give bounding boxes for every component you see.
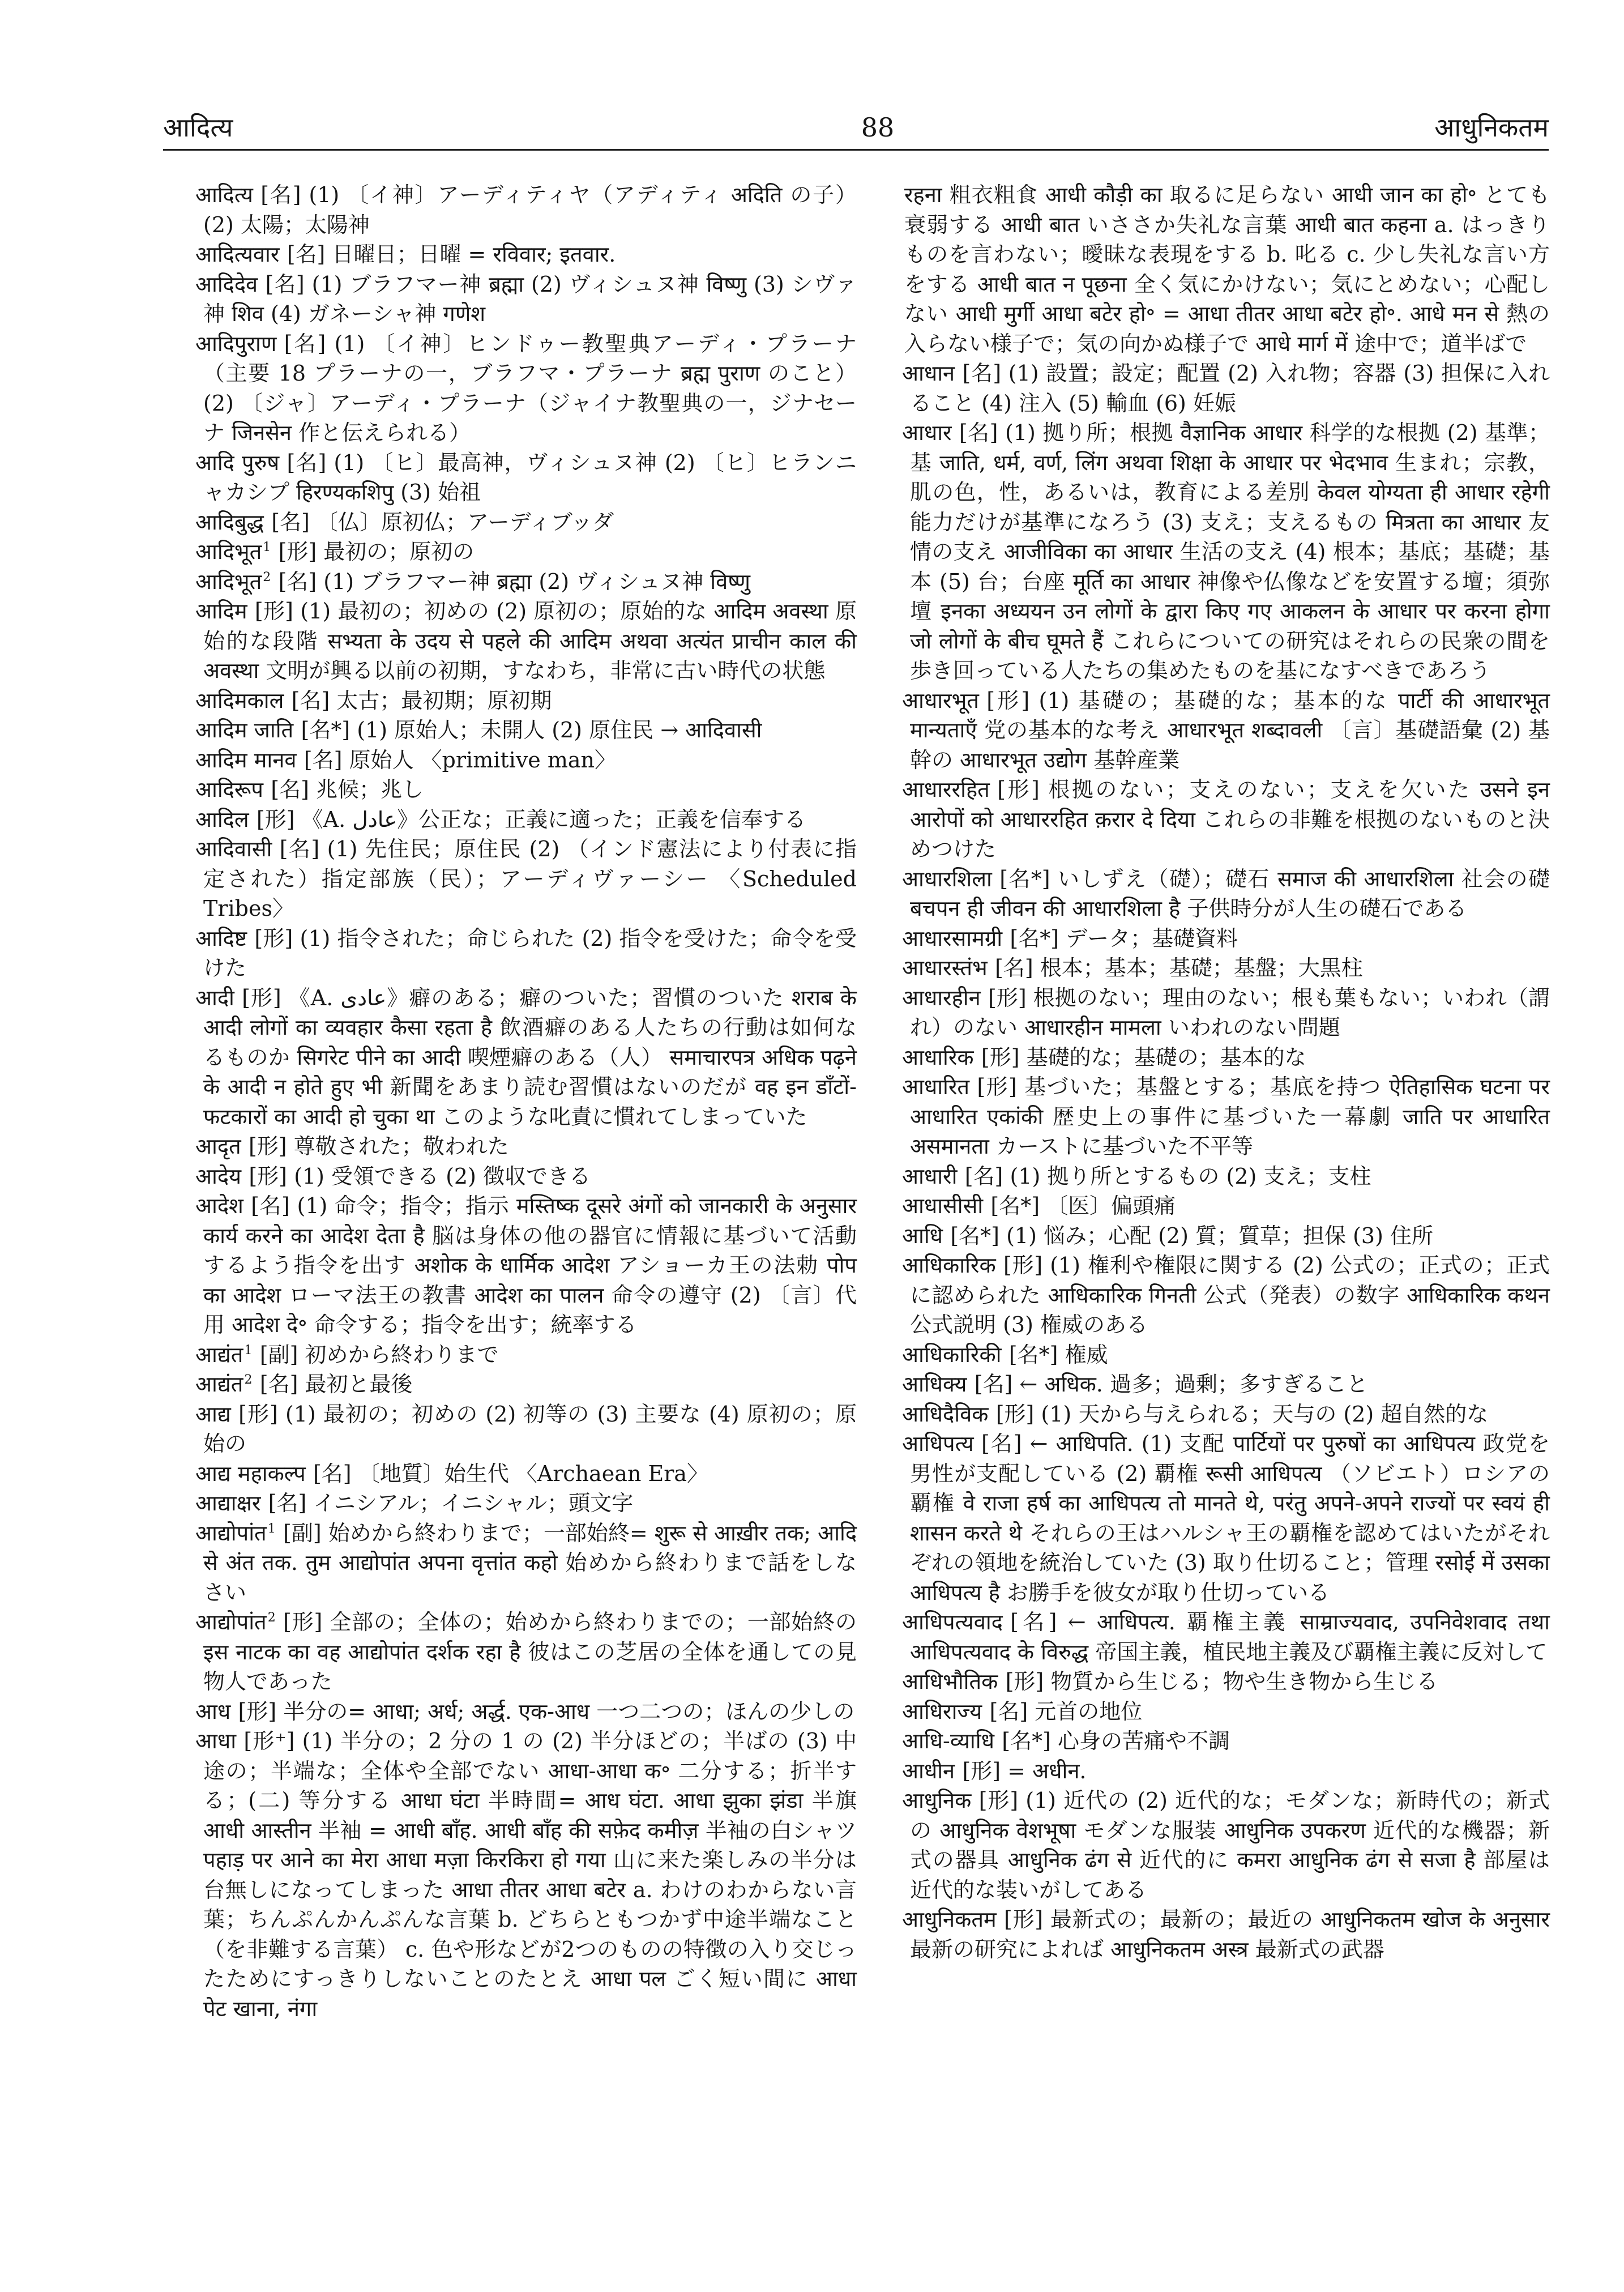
entry-definition: [名*] いしずえ（礎）；礎石 समाज की आधारशिला 社会の礎 बचपन ही जीवन की आधारशिला है 子供時分が人生の礎石である — [910, 866, 1550, 921]
dictionary-entry — [902, 775, 1550, 864]
headword: आदिभूत — [195, 539, 262, 564]
entry-definition: [形] 物質から生じる；物や生き物から生じる — [1005, 1669, 1438, 1694]
dictionary-entry — [195, 1488, 857, 1518]
entry-definition: [名] (1) 先住民；原住民 (2) （インド憲法により付表に指定された）指定部族（民）；アーディヴァーシー 〈Scheduled Tribes〉 — [203, 836, 857, 921]
headword: आधि-व्याधि — [902, 1728, 994, 1753]
dictionary-entry — [902, 1607, 1550, 1667]
dictionary-entry — [195, 1518, 857, 1608]
entry-definition: [形⁺] (1) 半分の；2 分の 1 の (2) 半分ほどの；半ばの (3) 中途の；半端な；全体や全部でない आधा-आधा क॰ 二分する；折半する；(二) 等分する आधा घंटा 半時間= आध घंटा. आधा झुका झंडा 半旗 आधी आस्तीन 半袖 = आधी बाँह. आधी बाँह की सफ़ेद कमीज़ 半袖の白シャツ पहाड़ पर आने का मेरा आधा मज़ा किरकिरा हो गया 山に来た楽しみの半分は台無しになってしまった आधा तीतर आधा बटेर a. わけのわからない言葉；ちんぷんかんぷんな言葉 b. どちらともつかず中途半端なこと（を非難する言葉） c. 色や形などが2つのものの特徴の入り交じったためにすっきりしないことのたとえ आधा पल ごく短い間に आधा पेट खाना, नंगा — [203, 1728, 857, 2021]
entry-definition: [形] (1) 受領できる (2) 徴収できる — [249, 1163, 591, 1189]
dictionary-entry — [902, 1043, 1550, 1073]
entry-definition: [名] 日曜日；日曜 = रविवार; इतवार. — [287, 242, 616, 267]
entry-continuation — [902, 180, 1550, 358]
dictionary-entry — [902, 1340, 1550, 1370]
headword: आदिल — [195, 806, 249, 832]
entry-definition: [形] 基づいた；基盤とする；基底を持つ ऐतिहासिक घटना पर आधारित एकांकी 歴史上の事件に基づいた一幕劇 जाति पर आधारित असमानता カーストに基づいた不平等 — [910, 1074, 1550, 1159]
dictionary-entry — [902, 1697, 1550, 1727]
headword: आद्योपांत — [195, 1520, 267, 1546]
headword: आद्य महाकल्प — [195, 1461, 306, 1486]
headword: आदिष्ट — [195, 925, 247, 951]
entry-definition: [形] 《A. عادل》公正な；正義に適った；正義を信奉する — [256, 806, 806, 832]
headword: आधारसामग्री — [902, 925, 1003, 951]
entry-definition: [形] (1) 指令された；命じられた (2) 指令を受けた；命令を受けた — [203, 925, 857, 980]
headword: आध — [195, 1698, 231, 1724]
headword: आदिभूत — [195, 569, 262, 594]
dictionary-entry — [902, 1250, 1550, 1340]
entry-definition: [副] 初めから終わりまで — [259, 1342, 499, 1367]
headword: आधा — [195, 1728, 237, 1753]
dictionary-entry — [902, 983, 1550, 1043]
entry-definition: [形] (1) 最初の；初めの (2) 原初の；原始的な आदिम अवस्था 原始的な段階 सभ्यता के उदय से पहले की आदिम अथवा अत्यंत प्राचीन काल की अवस्था 文明が興る以前の初期，すなわち，非常に古い時代の状態 — [203, 599, 857, 683]
dictionary-entry — [902, 1905, 1550, 1964]
entry-definition: [形] 最初の；原初の — [278, 539, 475, 564]
headword: आदिदेव — [195, 271, 258, 297]
dictionary-entry — [195, 1697, 857, 1727]
dictionary-entry — [902, 924, 1550, 954]
entry-definition: [名] 元首の地位 — [989, 1698, 1143, 1724]
headword: आदि पुरुष — [195, 450, 280, 475]
dictionary-entry — [902, 1429, 1550, 1607]
dictionary-entry — [195, 1340, 857, 1370]
entry-definition: [名] (1) 〔イ神〕アーディティヤ（アディティ अदिति の子） (2) 太陽；太陽神 — [203, 182, 857, 237]
headword: आधासीसी — [902, 1193, 984, 1218]
entry-definition: [名] (1) 拠り所とするもの (2) 支え；支柱 — [964, 1163, 1371, 1189]
entry-definition: [名] (1) 命令；指令；指示 मस्तिष्क दूसरे अंगों को जानकारी के अनुसार कार्य करने का आदेश देता है 脳は身体の他の器官に情報に基づいて活動するよう指令を出す अशोक के धार्मिक आदेश アショーカ王の法勅 पोप का आदेश ローマ法王の教書 आदेश का पालन 命令の遵守 (2) 〔言〕代用 आदेश दे॰ 命令する；指令を出す；統率する — [203, 1193, 857, 1337]
dictionary-entry — [195, 270, 857, 329]
headword: आद्याक्षर — [195, 1491, 261, 1516]
entry-definition: [形] 全部の；全体の；始めから終わりまでの；一部始終の इस नाटक का वह आद्योपांत दर्शक रहा है 彼はこの芝居の全体を通しての見物人であった — [203, 1610, 857, 1694]
page-number: 88 — [861, 112, 895, 143]
dictionary-entry — [195, 805, 857, 835]
dictionary-entry — [902, 1399, 1550, 1429]
dictionary-entry — [902, 1191, 1550, 1221]
headword: आदिबुद्ध — [195, 509, 264, 535]
dictionary-entry — [902, 1726, 1550, 1756]
left-column — [195, 180, 857, 2024]
dictionary-entry — [195, 240, 857, 270]
headword: आदृत — [195, 1134, 241, 1159]
entry-definition: [名*] 権威 — [1008, 1342, 1108, 1367]
headword: आधारभूत — [902, 688, 979, 713]
headword: आदिम मानव — [195, 747, 297, 772]
headword: आधारिक — [902, 1044, 974, 1070]
headword: आधि — [902, 1223, 943, 1248]
entry-definition: [形] 基礎的な；基礎の；基本的な — [981, 1044, 1306, 1070]
headword: आदिम जाति — [195, 718, 294, 742]
homograph-number: 1 — [267, 1521, 276, 1536]
dictionary-entry — [902, 864, 1550, 924]
entry-definition: [名] (1) 〔イ神〕ヒンドゥー教聖典アーディ・プラーナ（主要 18 プラーナの一，ブラフマ・プラーナ ब्रह्म पुराण のこと） (2) 〔ジャ〕アーディ・プラーナ（ジャイナ教聖典の一，ジナセーナ जिनसेन 作と伝えられる） — [203, 331, 857, 445]
entry-definition: [形] (1) 権利や権限に関する (2) 公式の；正式の；正式に認められた आधिकारिक गिनती 公式（発表）の数字 आधिकारिक कथन 公式説明 (3) 権威のある — [910, 1253, 1550, 1337]
headword: आदी — [195, 985, 234, 1010]
dictionary-entry — [195, 329, 857, 448]
dictionary-entry — [902, 1786, 1550, 1905]
headword: आधार — [902, 420, 952, 445]
dictionary-entry — [902, 1369, 1550, 1399]
dictionary-entry — [902, 1667, 1550, 1697]
headword: आदिम — [195, 599, 247, 624]
dictionary-entry — [195, 715, 857, 745]
headword: आधुनिक — [902, 1788, 972, 1813]
entry-definition: [形] (1) 基礎の；基礎的な；基本的な पार्टी की आधारभूत मान्यताएँ 党の基本的な考え आधारभूत शब्दावली 〔言〕基礎語彙 (2) 基幹の आधारभूत उद्योग 基幹産業 — [910, 688, 1550, 772]
entry-definition: [名] 原始人 〈primitive man〉 — [304, 747, 617, 772]
headword: आदिमकाल — [195, 688, 284, 713]
dictionary-entry — [195, 686, 857, 716]
entry-definition: [名*] 心身の苦痛や不調 — [1002, 1728, 1230, 1753]
dictionary-entry — [195, 1459, 857, 1489]
entry-definition: [名] 〔地質〕始生代 〈Archaean Era〉 — [313, 1461, 709, 1486]
dictionary-entry — [195, 1726, 857, 2024]
dictionary-entry — [902, 1756, 1550, 1786]
headword: आधिभौतिक — [902, 1669, 998, 1694]
headword: आदित्यवार — [195, 242, 280, 267]
entry-definition: [名] (1) 設置；設定；配置 (2) 入れ物；容器 (3) 担保に入れること (4) 注入 (5) 輸血 (6) 妊娠 — [910, 361, 1550, 416]
entry-definition: [形] 根拠のない；理由のない；根も葉もない；いわれ（謂れ）のない आधारहीन मामला いわれのない問題 — [910, 985, 1550, 1040]
headword: आद्यंत — [195, 1342, 243, 1367]
headword: आद्यंत — [195, 1372, 243, 1397]
dictionary-entry — [195, 1162, 857, 1192]
entry-definition: [名*] データ；基礎資料 — [1010, 925, 1238, 951]
dictionary-entry — [195, 745, 857, 775]
entry-definition: [形] (1) 最初の；初めの (2) 初等の (3) 主要な (4) 原初の；原始の — [203, 1401, 857, 1456]
dictionary-entry — [195, 983, 857, 1132]
dictionary-entry — [902, 1221, 1550, 1251]
entry-definition: [名] 太古；最初期；原初期 — [291, 688, 552, 713]
entry-definition: [名*] (1) 悩み；心配 (2) 質；質草；担保 (3) 住所 — [950, 1223, 1433, 1248]
entry-definition: [名] 最初と最後 — [259, 1372, 413, 1397]
entry-definition: [形] 尊敬された；敬われた — [248, 1134, 509, 1159]
headword: आदिवासी — [195, 836, 272, 861]
dictionary-entry — [195, 180, 857, 240]
dictionary-entry — [195, 1132, 857, 1162]
dictionary-entry — [902, 1072, 1550, 1162]
homograph-number: 2 — [244, 1373, 253, 1388]
headword: आदिरूप — [195, 777, 263, 802]
headword: आधिक्य — [902, 1372, 967, 1397]
dictionary-entry — [902, 358, 1550, 418]
entry-definition: [形] (1) 近代の (2) 近代的な；モダンな；新時代の；新式の आधुनिक वेशभूषा モダンな服装 आधुनिक उपकरण 近代的な機器；新式の器具 आधुनिक ढंग से 近代的に कमरा आधुनिक ढंग से सजा है 部屋は近代的な装いがしてある — [910, 1788, 1550, 1902]
dictionary-entry — [902, 953, 1550, 983]
dictionary-entry — [195, 567, 857, 597]
entry-definition: [形] = अधीन. — [962, 1758, 1087, 1783]
headword: आधिराज्य — [902, 1698, 982, 1724]
dictionary-entry — [195, 1399, 857, 1459]
entry-definition: [名] 〔仏〕原初仏；アーディブッダ — [271, 509, 614, 535]
first-guide-word: आदित्य — [163, 112, 233, 143]
headword: आधीन — [902, 1758, 955, 1783]
headword: आधिपत्यवाद — [902, 1610, 1003, 1634]
headword: आधिकारिक — [902, 1253, 996, 1278]
headword: आधारशिला — [902, 866, 992, 891]
headword: आधान — [902, 361, 955, 386]
entry-definition: [形] (1) 天から与えられる；天与の (2) 超自然的な — [995, 1401, 1489, 1427]
entry-definition: [名*] 〔医〕偏頭痛 — [990, 1193, 1176, 1218]
dictionary-entry — [195, 1191, 857, 1340]
right-column — [902, 180, 1550, 1964]
dictionary-entry — [195, 924, 857, 983]
last-guide-word: आधुनिकतम — [1434, 112, 1549, 143]
entry-definition: [形] 根拠のない；支えのない；支えを欠いた उसने इन आरोपों को आधाररहित क़रार दे दिया これらの非難を根拠のないものと決めつけた — [910, 777, 1550, 861]
entry-definition: [名] ← अधिक. 過多；過剰；多すぎること — [974, 1372, 1368, 1397]
entry-definition: [名] (1) ブラフマー神 ब्रह्मा (2) ヴィシュヌ神 विष्णु — [278, 569, 750, 594]
running-head — [163, 110, 1549, 145]
headword: आधारित — [902, 1074, 970, 1099]
dictionary-entry — [902, 1162, 1550, 1192]
entry-definition: [名] 兆候；兆し — [271, 777, 424, 802]
headword: आदेय — [195, 1163, 242, 1189]
headword: आधाररहित — [902, 777, 990, 802]
entry-definition: [名] (1) 〔ヒ〕最高神，ヴィシュヌ神 (2) 〔ヒ〕ヒランニャカシプ हिरण्यकशिपु (3) 始祖 — [203, 450, 857, 505]
headword: आधारी — [902, 1163, 958, 1189]
dictionary-entry — [195, 507, 857, 537]
entry-definition: रहना 粗衣粗食 आधी कौड़ी का 取るに足らない आधी जान का हो॰ とても衰弱する आधी बात いささか失礼な言葉 आधी बात कहना a. はっきりものを言わない；曖昧な表現をする b. 叱る c. 少し失礼な言い方をする आधी बात न पूछना 全く気にかけない；気にとめない；心配しない आधी मुर्गी आधा बटेर हो॰ = आधा तीतर आधा बटेर हो॰. आधे मन से 熱の入らない様子で；気の向かぬ様子で आधे मार्ग में 途中で；道半ばで — [904, 182, 1550, 356]
dictionary-entry — [195, 775, 857, 805]
entry-definition: [名] 根本；基本；基礎；基盤；大黒柱 — [995, 955, 1363, 980]
headword: आदित्य — [195, 182, 253, 207]
entry-definition: [副] 始めから終わりまで；一部始終= शुरू से आख़ीर तक; आदि से अंत तक. तुम आद्योपांत अपना वृत्तांत कहो 始めから終わりまで話をしなさい — [203, 1520, 857, 1605]
headword: आधारस्तंभ — [902, 955, 988, 980]
headword: आधिदैविक — [902, 1401, 989, 1427]
dictionary-entry — [902, 418, 1550, 686]
entry-definition: [形] 《A. عادى》癖のある；癖のついた；習慣のついた शराब के आदी लोगों का व्यवहार कैसा रहता है 飲酒癖のある人たちの行動は如何なるものか सिगरेट पीने का आदी 喫煙癖のある（人） समाचारपत्र अधिक पढ़ने के आदी न होते हुए भी 新聞をあまり読む習慣はないのだが वह इन डाँटों-फटकारों का आदी हो चुका था このような叱責に慣れてしまっていた — [203, 985, 857, 1129]
entry-definition: [名] (1) 拠り所；根拠 वैज्ञानिक आधार 科学的な根拠 (2) 基準；基 जाति, धर्म, वर्ण, लिंग अथवा शिक्षा के आधार पर भेदभाव 生まれ；宗教，肌の色，性，あるいは，教育による差別 केवल योग्यता ही आधार रहेगी 能力だけが基準になろう (3) 支え；支えるもの मित्रता का आधार 友情の支え आजीविका का आधार 生活の支え (4) 根本；基底；基礎；基本 (5) 台；台座 मूर्ति का आधार 神像や仏像などを安置する壇；須弥壇 इनका अध्ययन उन लोगों के द्वारा किए गए आकलन के आधार पर करना होगा जो लोगों के बीच घूमते हैं これらについての研究はそれらの民衆の間を歩き回っている人たちの集めたものを基になすべきであろう — [910, 420, 1550, 683]
entry-definition: [名] (1) ブラフマー神 ब्रह्मा (2) ヴィシュヌ神 विष्णु (3) シヴァ神 शिव (4) ガネーシャ神 गणेश — [203, 271, 857, 326]
dictionary-entry — [195, 1607, 857, 1697]
dictionary-entry — [195, 448, 857, 507]
homograph-number: 1 — [244, 1343, 253, 1358]
header-rule — [163, 149, 1549, 151]
homograph-number: 1 — [263, 540, 271, 555]
entry-definition: [名] ← आधिपति. (1) 支配 पार्टियों पर पुरुषों का आधिपत्य 政党を男性が支配している (2) 覇権 रूसी आधिपत्य （ソビエト）ロシアの覇権 वे राजा हर्ष का आधिपत्य तो मानते थे, परंतु अपने-अपने राज्यों पर स्वयं ही शासन करते थे それらの王はハルシャ王の覇権を認めてはいたがそれぞれの領地を統治していた (3) 取り仕切ること；管理 रसोई में उसका आधिपत्य है お勝手を彼女が取り仕切っている — [910, 1431, 1550, 1605]
dictionary-entry — [902, 686, 1550, 775]
dictionary-entry — [195, 596, 857, 686]
entry-definition: [形] 最新式の；最新の；最近の आधुनिकतम खोज के अनुसार 最新の研究によれば आधुनिकतम अस्त्र 最新式の武器 — [910, 1907, 1550, 1962]
headword: आधिपत्य — [902, 1431, 974, 1456]
headword: आधारहीन — [902, 985, 981, 1010]
dictionary-entry — [195, 537, 857, 567]
entry-definition: [名] ← आधिपत्य. 覇権主義 साम्राज्यवाद, उपनिवेशवाद तथा आधिपत्यवाद के विरुद्ध 帝国主義，植民地主義及び覇権主義に反対して — [910, 1610, 1550, 1664]
headword: आद्य — [195, 1401, 231, 1427]
dictionary-entry — [195, 1369, 857, 1399]
entry-definition: [形] 半分の= आधा; अर्ध; अर्द्ध. एक-आध 一つ二つの；ほんの少しの — [238, 1698, 855, 1724]
homograph-number: 2 — [263, 570, 271, 584]
headword: आधुनिकतम — [902, 1907, 997, 1932]
headword: आद्योपांत — [195, 1610, 267, 1634]
headword: आदेश — [195, 1193, 243, 1218]
entry-definition: [名*] (1) 原始人；未開人 (2) 原住民 → आदिवासी — [301, 718, 762, 742]
headword: आदिपुराण — [195, 331, 277, 356]
headword: आधिकारिकी — [902, 1342, 1002, 1367]
entry-definition: [名] イニシアル；イニシャル；頭文字 — [268, 1491, 634, 1516]
homograph-number: 2 — [267, 1611, 276, 1625]
dictionary-entry — [195, 834, 857, 924]
